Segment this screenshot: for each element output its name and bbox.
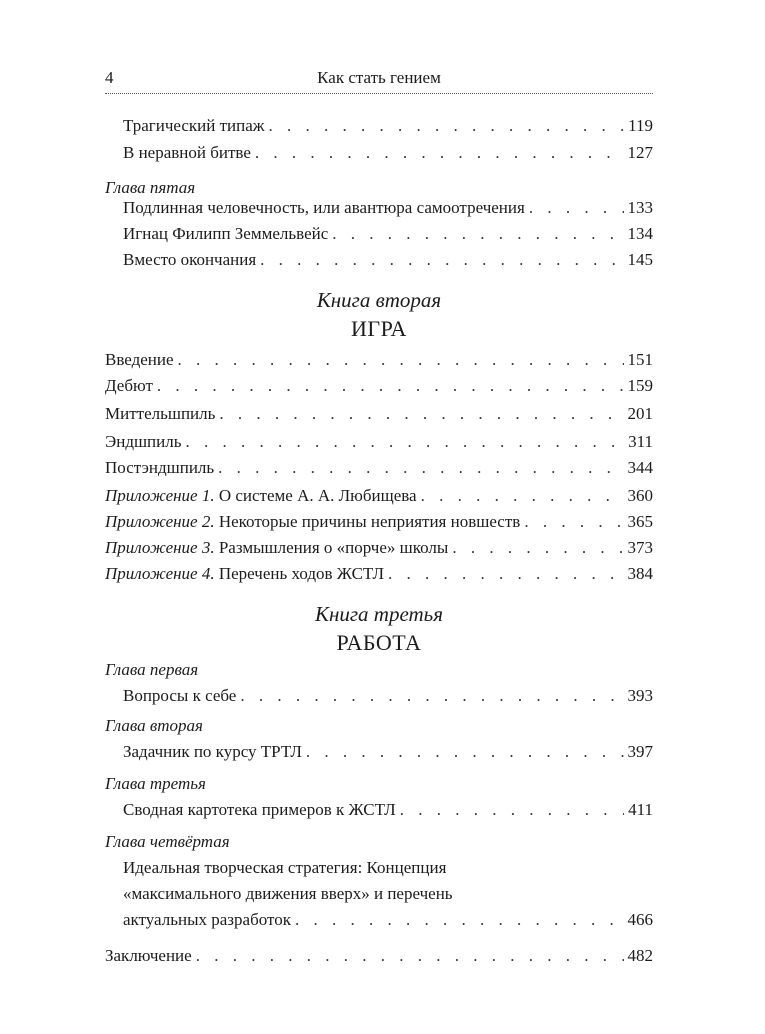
page-ref: 393 bbox=[627, 686, 653, 705]
page-ref: 133 bbox=[627, 198, 653, 217]
running-title: Как стать гением bbox=[317, 68, 441, 87]
chapter-heading: Глава третья bbox=[105, 774, 206, 793]
page-ref: 119 bbox=[628, 116, 653, 135]
book-subtitle: Книга третья bbox=[315, 602, 443, 626]
chapter-heading: Глава вторая bbox=[105, 716, 203, 735]
toc-appendix-entry[interactable]: Приложение 2. Некоторые причины неприятия новшеств . . . 365 bbox=[105, 512, 653, 532]
dot-leader bbox=[529, 198, 624, 218]
page-ref: 151 bbox=[627, 350, 653, 369]
page-ref: 344 bbox=[627, 458, 653, 477]
dot-leader bbox=[400, 800, 624, 820]
dot-leader bbox=[269, 116, 625, 136]
dot-leader bbox=[196, 946, 624, 966]
page-ref: 311 bbox=[628, 432, 653, 451]
toc-entry-line: Идеальная творческая стратегия: Концепция bbox=[123, 858, 447, 877]
toc-entry[interactable]: актуальных разработок . . . 466 bbox=[123, 910, 653, 930]
dot-leader bbox=[452, 538, 623, 558]
running-header bbox=[105, 62, 653, 92]
page-ref: 360 bbox=[627, 486, 653, 505]
toc-entry[interactable]: В неравной битве . . . 127 bbox=[123, 143, 653, 163]
toc-entry[interactable]: Миттельшпиль . . . 201 bbox=[105, 404, 653, 424]
dot-leader bbox=[524, 512, 623, 532]
toc-entry[interactable]: Эндшпиль . . . 311 bbox=[105, 432, 653, 452]
book-title: ИГРА bbox=[351, 316, 407, 341]
chapter-heading: Глава первая bbox=[105, 660, 199, 679]
page-number: 4 bbox=[105, 68, 114, 87]
book-subtitle: Книга вторая bbox=[316, 288, 442, 312]
dot-leader bbox=[255, 143, 624, 163]
toc-appendix-entry[interactable]: Приложение 1. О системе А. А. Любищева . . . 360 bbox=[105, 486, 653, 506]
page-ref: 397 bbox=[627, 742, 653, 761]
dot-leader bbox=[332, 224, 623, 244]
toc-entry[interactable]: Вместо окончания . . . 145 bbox=[123, 250, 653, 270]
page-ref: 466 bbox=[627, 910, 653, 929]
toc-appendix-entry[interactable]: Приложение 4. Перечень ходов ЖСТЛ . . . 384 bbox=[105, 564, 653, 584]
dot-leader bbox=[388, 564, 624, 584]
page-ref: 127 bbox=[627, 143, 653, 162]
chapter-heading: Глава четвёртая bbox=[105, 832, 230, 851]
dot-leader bbox=[295, 910, 624, 930]
page-ref: 201 bbox=[627, 404, 653, 423]
appendix-prefix: Приложение 2. bbox=[105, 512, 215, 531]
toc-entry[interactable]: Постэндшпиль . . . 344 bbox=[105, 458, 653, 478]
toc-entry[interactable]: Задачник по курсу ТРТЛ . . . 397 bbox=[123, 742, 653, 762]
page-ref: 373 bbox=[627, 538, 653, 557]
page-ref: 482 bbox=[627, 946, 653, 965]
page-ref: 411 bbox=[628, 800, 653, 819]
page-ref: 145 bbox=[627, 250, 653, 269]
appendix-prefix: Приложение 3. bbox=[105, 538, 215, 557]
dot-leader bbox=[178, 350, 624, 370]
dot-leader bbox=[219, 404, 623, 424]
toc-appendix-entry[interactable]: Приложение 3. Размышления о «порче» школы . . . 373 bbox=[105, 538, 653, 558]
book-title: РАБОТА bbox=[336, 630, 422, 655]
toc-entry[interactable]: Введение . . . 151 bbox=[105, 350, 653, 370]
page-ref: 134 bbox=[627, 224, 653, 243]
toc-entry[interactable]: Вопросы к себе . . . 393 bbox=[123, 686, 653, 706]
chapter-heading: Глава пятая bbox=[105, 178, 196, 197]
dot-leader bbox=[157, 376, 624, 396]
toc-entry[interactable]: Игнац Филипп Земмельвейс . . . 134 bbox=[123, 224, 653, 244]
page-ref: 365 bbox=[627, 512, 653, 531]
toc-entry[interactable]: Подлинная человечность, или авантюра самоотречения . . . 133 bbox=[123, 198, 653, 218]
toc-entry[interactable]: Сводная картотека примеров к ЖСТЛ . . . 411 bbox=[123, 800, 653, 820]
dot-leader bbox=[306, 742, 624, 762]
dot-leader bbox=[421, 486, 624, 506]
toc-entry[interactable]: Заключение . . . 482 bbox=[105, 946, 653, 966]
page-ref: 159 bbox=[627, 376, 653, 395]
toc-entry[interactable]: Дебют . . . 159 bbox=[105, 376, 653, 396]
toc-entry[interactable]: Трагический типаж . . . 119 bbox=[123, 116, 653, 136]
dot-leader bbox=[260, 250, 623, 270]
dot-leader bbox=[218, 458, 623, 478]
header-divider bbox=[105, 93, 653, 94]
appendix-prefix: Приложение 4. bbox=[105, 564, 215, 583]
dot-leader bbox=[240, 686, 623, 706]
appendix-prefix: Приложение 1. bbox=[105, 486, 215, 505]
toc-entry-line: «максимального движения вверх» и перечень bbox=[123, 884, 453, 903]
page-ref: 384 bbox=[627, 564, 653, 583]
dot-leader bbox=[186, 432, 625, 452]
